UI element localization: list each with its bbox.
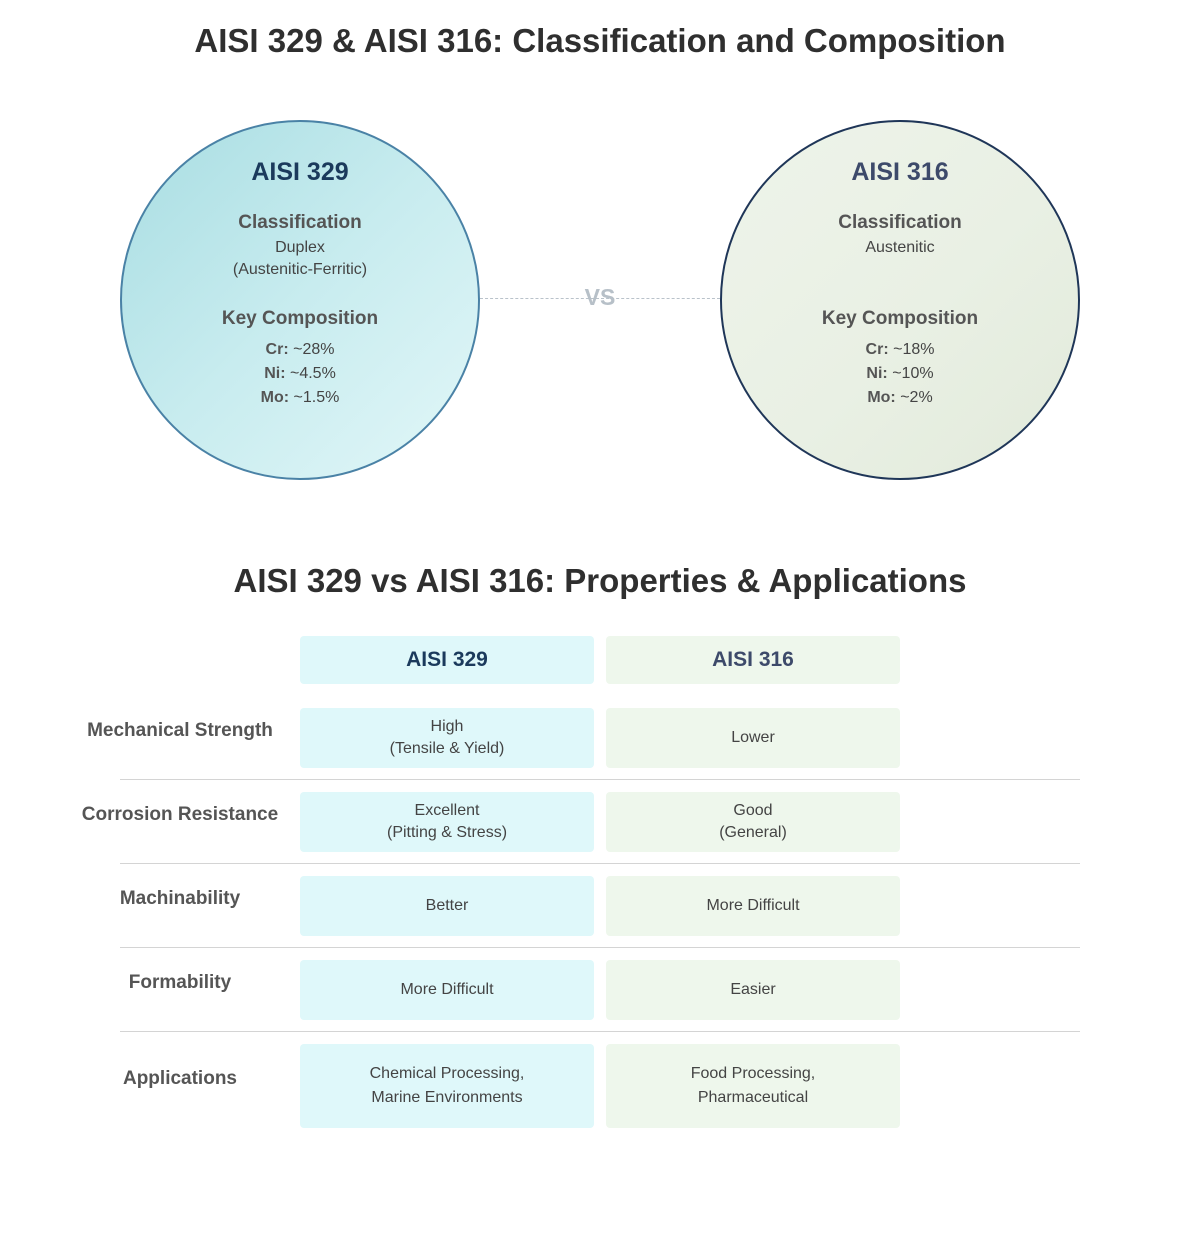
aisi316-cr-value: ~18% (893, 341, 935, 358)
aisi329-classification-line1: Duplex (275, 239, 325, 256)
row-divider (120, 863, 1080, 864)
table-cell-aisi329 (300, 876, 594, 936)
classification-title: AISI 329 & AISI 316: Classification and Composition (194, 22, 1006, 59)
table-cell-aisi329 (300, 960, 594, 1020)
vs-label: VS (584, 284, 616, 310)
cell-line: Good (733, 802, 773, 819)
aisi316-mo (722, 389, 1078, 407)
aisi329-mo-value: ~1.5% (293, 389, 340, 406)
aisi329-mo-label: Mo: (260, 389, 290, 406)
table-cell-aisi316 (606, 960, 900, 1020)
cell-line: Chemical Processing, (369, 1065, 525, 1082)
cell-line: Better (425, 897, 469, 914)
table-cell-aisi329 (300, 708, 594, 768)
aisi329-mo (122, 389, 478, 407)
cell-line: (General) (719, 824, 787, 841)
cell-line: Marine Environments (371, 1089, 523, 1106)
aisi329-circle-title: AISI 329 (251, 158, 349, 186)
aisi316-cr (722, 341, 1078, 359)
table-cell-aisi316 (606, 1044, 900, 1128)
aisi329-cr (122, 341, 478, 359)
aisi329-ni-value: ~4.5% (289, 365, 336, 382)
row-divider (120, 1031, 1080, 1032)
aisi316-ni (722, 365, 1078, 383)
row-label-machinability: Machinability (119, 888, 241, 909)
cell-line: Excellent (414, 802, 480, 819)
aisi329-ni (122, 365, 478, 383)
aisi329-ni-label: Ni: (264, 365, 286, 382)
row-label-corrosion-resistance: Corrosion Resistance (81, 804, 279, 825)
aisi316-composition-heading: Key Composition (821, 308, 979, 329)
aisi329-column-header: AISI 329 (300, 636, 594, 684)
aisi316-ni-label: Ni: (866, 365, 888, 382)
aisi316-circle (720, 120, 1080, 480)
aisi329-circle (120, 120, 480, 480)
table-cell-aisi316 (606, 708, 900, 768)
cell-line: Pharmaceutical (697, 1089, 809, 1106)
table-cell-aisi316 (606, 792, 900, 852)
row-divider (120, 779, 1080, 780)
cell-line: Food Processing, (690, 1065, 816, 1082)
aisi329-classification-heading: Classification (238, 212, 362, 233)
aisi316-mo-value: ~2% (900, 389, 933, 406)
aisi316-cr-label: Cr: (865, 341, 889, 358)
aisi316-classification-line1: Austenitic (865, 239, 935, 256)
aisi329-classification-line2: (Austenitic-Ferritic) (232, 261, 368, 278)
aisi316-column-header: AISI 316 (606, 636, 900, 684)
cell-line: Easier (730, 981, 776, 998)
row-label-applications: Applications (122, 1068, 237, 1089)
aisi329-composition-heading: Key Composition (221, 308, 379, 329)
row-label-mechanical-strength: Mechanical Strength (87, 720, 273, 741)
row-label-formability: Formability (128, 972, 232, 993)
table-cell-aisi316 (606, 876, 900, 936)
row-divider (120, 947, 1080, 948)
aisi316-circle-title: AISI 316 (851, 158, 949, 186)
cell-line: High (430, 718, 464, 735)
table-cell-aisi329 (300, 1044, 594, 1128)
aisi329-cr-value: ~28% (293, 341, 335, 358)
aisi316-classification-heading: Classification (838, 212, 962, 233)
cell-line: Lower (731, 729, 775, 746)
aisi316-mo-label: Mo: (867, 389, 896, 406)
cell-line: (Tensile & Yield) (389, 740, 505, 757)
table-cell-aisi329 (300, 792, 594, 852)
aisi329-cr-label: Cr: (265, 341, 289, 358)
cell-line: (Pitting & Stress) (386, 824, 508, 841)
cell-line: More Difficult (706, 897, 800, 914)
aisi316-ni-value: ~10% (892, 365, 934, 382)
properties-title: AISI 329 vs AISI 316: Properties & Applications (233, 562, 967, 599)
cell-line: More Difficult (400, 981, 494, 998)
